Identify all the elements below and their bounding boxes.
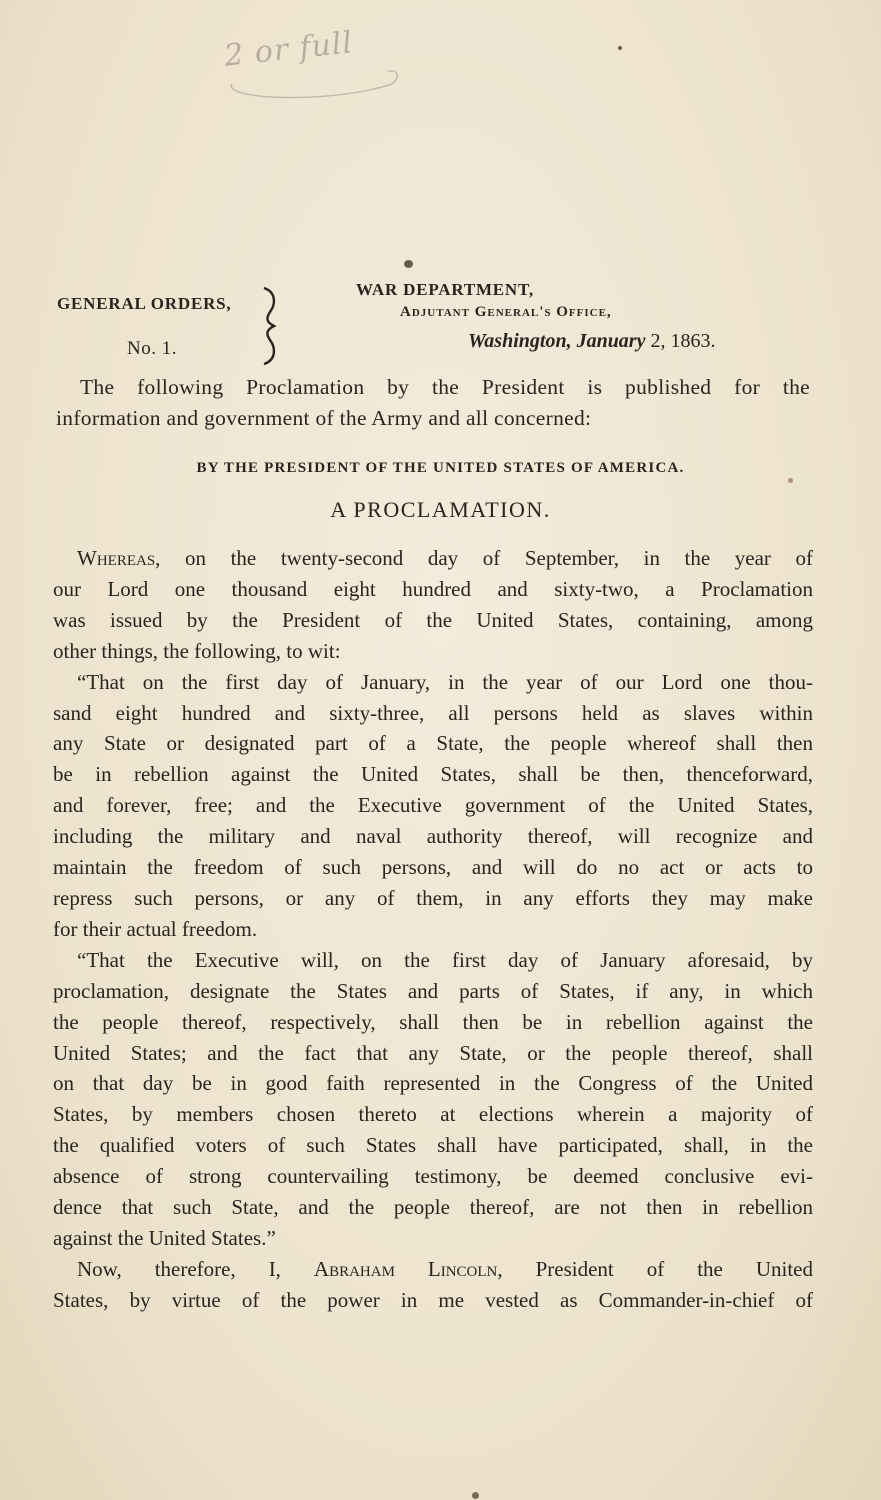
handwritten-annotation — [212, 22, 412, 102]
president-name: Abraham Lincoln — [313, 1256, 498, 1281]
intro-paragraph — [56, 372, 810, 434]
place-and-date — [468, 330, 715, 353]
date-rest: 2, 1863. — [650, 330, 716, 352]
paragraph-2-line: any State or designated part of a State, the people whereof shall then — [53, 731, 813, 756]
intro-line: information and government of the Army and all concerned: — [56, 406, 592, 430]
paragraph-3-line: States, by members chosen thereto at elections wherein a majority of — [53, 1102, 813, 1127]
paragraph-3-line: proclamation, designate the States and parts of States, if any, in which — [53, 978, 813, 1003]
proclamation-body — [53, 543, 813, 1316]
general-orders-label: GENERAL ORDERS, — [57, 294, 232, 313]
paragraph-2-line: repress such persons, or any of them, in any efforts they may make — [53, 885, 813, 910]
whereas-lead: Whereas — [77, 546, 156, 570]
paragraph-3-line: dence that such State, and the people thereof, are not then in rebellion — [53, 1195, 813, 1220]
paragraph-4-line: States, by virtue of the power in me vested as Commander-in-chief of — [53, 1287, 813, 1312]
paragraph-3-line: on that day be in good faith represented in the Congress of the United — [53, 1071, 813, 1096]
paragraph-3-line: against the United States.” — [53, 1225, 276, 1250]
curly-brace-icon — [258, 286, 284, 366]
paragraph-1-first-rest: , on the twenty-second day of September, in the year of — [155, 546, 813, 570]
orders-header — [0, 270, 881, 370]
paragraph-2-line: maintain the freedom of such persons, and will do no act or acts to — [53, 855, 813, 880]
paragraph-2-line: including the military and naval authority thereof, will recognize and — [53, 824, 813, 849]
proclamation-title: A PROCLAMATION. — [330, 497, 551, 522]
paragraph-3-line: absence of strong countervailing testimony, be deemed conclusive evi- — [53, 1164, 813, 1189]
handwritten-note: 2 or full — [222, 25, 355, 74]
paragraph-2-line: for their actual freedom. — [53, 916, 258, 941]
paragraph-3-line: United States; and the fact that any State, or the people thereof, shall — [53, 1040, 813, 1065]
paragraph-1-line — [53, 543, 813, 574]
ink-speck — [618, 46, 622, 50]
proclamation-subtitle: BY THE PRESIDENT OF THE UNITED STATES OF AMERICA. — [196, 460, 685, 476]
paragraph-3-line: “That the Executive will, on the first day of January aforesaid, by — [77, 947, 813, 972]
pencil-loop-mark — [212, 62, 412, 102]
ink-speck — [404, 260, 413, 268]
place-name: Washington, January — [468, 330, 646, 352]
paragraph-3-line: the qualified voters of such States shall have participated, shall, in the — [53, 1133, 813, 1158]
paragraph-2-line: “That on the first day of January, in the year of our Lord one thou- — [77, 669, 813, 694]
ink-speck — [788, 478, 793, 483]
paragraph-2-line: and forever, free; and the Executive government of the United States, — [53, 793, 813, 818]
paragraph-3-line: the people thereof, respectively, shall then be in rebellion against the — [53, 1009, 813, 1034]
general-orders-number: No. 1. — [127, 338, 177, 359]
paragraph-4-first-post: , President of the United — [497, 1256, 813, 1281]
ink-speck — [472, 1492, 479, 1499]
paragraph-2-line: be in rebellion against the United States, shall be then, thenceforward, — [53, 762, 813, 787]
paragraph-2-line: sand eight hundred and sixty-three, all persons held as slaves within — [53, 700, 813, 725]
intro-line: The following Proclamation by the President is published for the — [80, 375, 810, 399]
office-name: Adjutant General's Office, — [400, 304, 612, 320]
paragraph-4-first-pre: Now, therefore, I, — [77, 1256, 314, 1281]
paragraph-4-line — [53, 1254, 813, 1285]
department-name: WAR DEPARTMENT, — [356, 280, 534, 299]
paragraph-1-line: our Lord one thousand eight hundred and sixty-two, a Proclamation — [53, 576, 813, 601]
paragraph-1-line: was issued by the President of the United States, containing, among — [53, 607, 813, 632]
paragraph-1-line: other things, the following, to wit: — [53, 638, 341, 663]
